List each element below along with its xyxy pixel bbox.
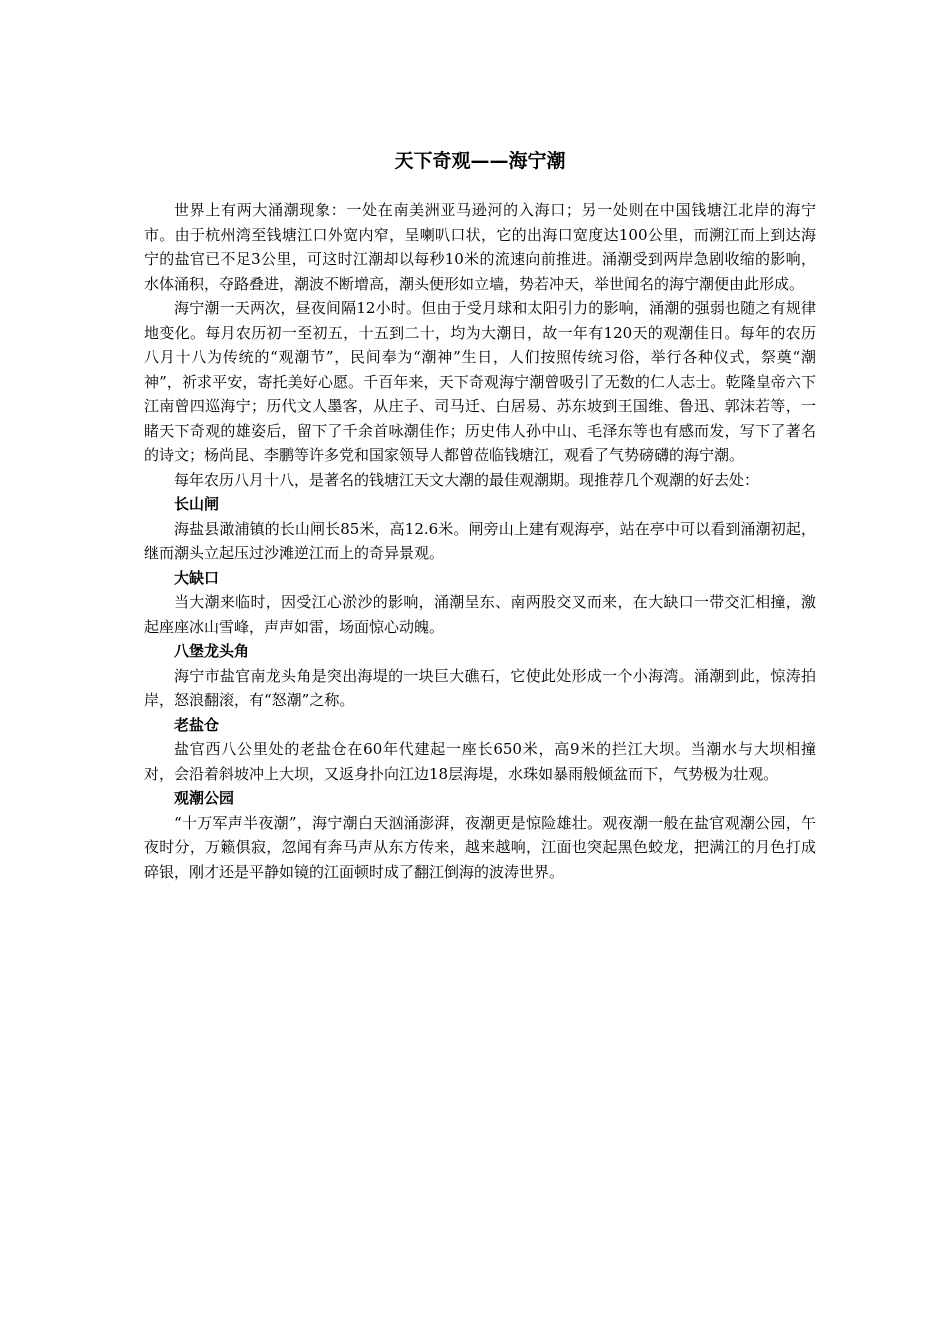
intro-paragraph-3: 每年农历八月十八，是著名的钱塘江天文大潮的最佳观潮期。现推荐几个观潮的好去处：	[174, 470, 760, 489]
section-heading-babao-longtoujiao: 八堡龙头角	[174, 642, 250, 660]
section-heading-daquekou: 大缺口	[174, 568, 220, 587]
section-heading-changshanzha: 长山闸	[174, 495, 220, 513]
section-body-guanchao-park: “十万军声半夜潮”，海宁潮白天汹涌澎湃，夜潮更是惊险雄壮。观夜潮一般在盐官观潮公园，午夜时分，万籁俱寂，忽闻有奔马声从东方传来，越来越响，江面也突起黑色蛟龙，把满江的月色打成碎银，刚才还是平静如镜的江面顿时成了翻江倒海的波涛世界。	[144, 813, 816, 881]
section-body-daquekou: 当大潮来临时，因受江心淤沙的影响，涌潮呈东、南两股交叉而来，在大缺口一带交汇相撞，激起座座冰山雪峰，声声如雷，场面惊心动魄。	[144, 593, 816, 636]
section-body-changshanzha: 海盐县澉浦镇的长山闸长85米，高12.6米。闸旁山上建有观海亭，站在亭中可以看到涌潮初起，继而潮头立起压过沙滩逆江而上的奇异景观。	[144, 519, 816, 562]
document-title: 天下奇观——海宁潮	[394, 150, 566, 172]
section-body-babao-longtoujiao: 海宁市盐官南龙头角是突出海堤的一块巨大礁石，它使此处形成一个小海湾。涌潮到此，惊涛拍岸，怒浪翻滚，有“怒潮”之称。	[144, 666, 816, 709]
intro-paragraph-2: 海宁潮一天两次，昼夜间隔12小时。但由于受月球和太阳引力的影响，涌潮的强弱也随之有规律地变化。每月农历初一至初五，十五到二十，均为大潮日，故一年有120天的观潮佳日。每年的农历八月十八为传统的“观潮节”，民间奉为“潮神”生日，人们按照传统习俗，举行各种仪式，祭奠“潮神”，祈求平安，寄托美好心愿。千百年来，天下奇观海宁潮曾吸引了无数的仁人志士。乾隆皇帝六下江南曾四巡海宁；历代文人墨客，从庄子、司马迁、白居易、苏东坡到王国维、鲁迅、郭沫若等，一睹天下奇观的雄姿后，留下了千余首咏潮佳作；历史伟人孙中山、毛泽东等也有感而发，写下了著名的诗文；杨尚昆、李鹏等许多党和国家领导人都曾莅临钱塘江，观看了气势磅礴的海宁潮。	[144, 299, 816, 464]
section-heading-guanchao-park: 观潮公园	[174, 789, 235, 807]
intro-paragraph-1: 世界上有两大涌潮现象：一处在南美洲亚马逊河的入海口；另一处则在中国钱塘江北岸的海宁市。由于杭州湾至钱塘江口外宽内窄，呈喇叭口状，它的出海口宽度达100公里，而溯江而上到达海宁的盐官已不足3公里，可这时江潮却以每秒10米的流速向前推进。涌潮受到两岸急剧收缩的影响，水体涌积，夺路叠进，潮波不断增高，潮头便形如立墙，势若冲天，举世闻名的海宁潮便由此形成。	[144, 201, 816, 293]
section-heading-laoyancang: 老盐仓	[174, 715, 220, 734]
document-page	[144, 146, 816, 884]
section-body-laoyancang: 盐官西八公里处的老盐仓在60年代建起一座长650米，高9米的拦江大坝。当潮水与大坝相撞对，会沿着斜坡冲上大坝，又返身扑向江边18层海堤，水珠如暴雨般倾盆而下，气势极为壮观。	[144, 740, 816, 783]
